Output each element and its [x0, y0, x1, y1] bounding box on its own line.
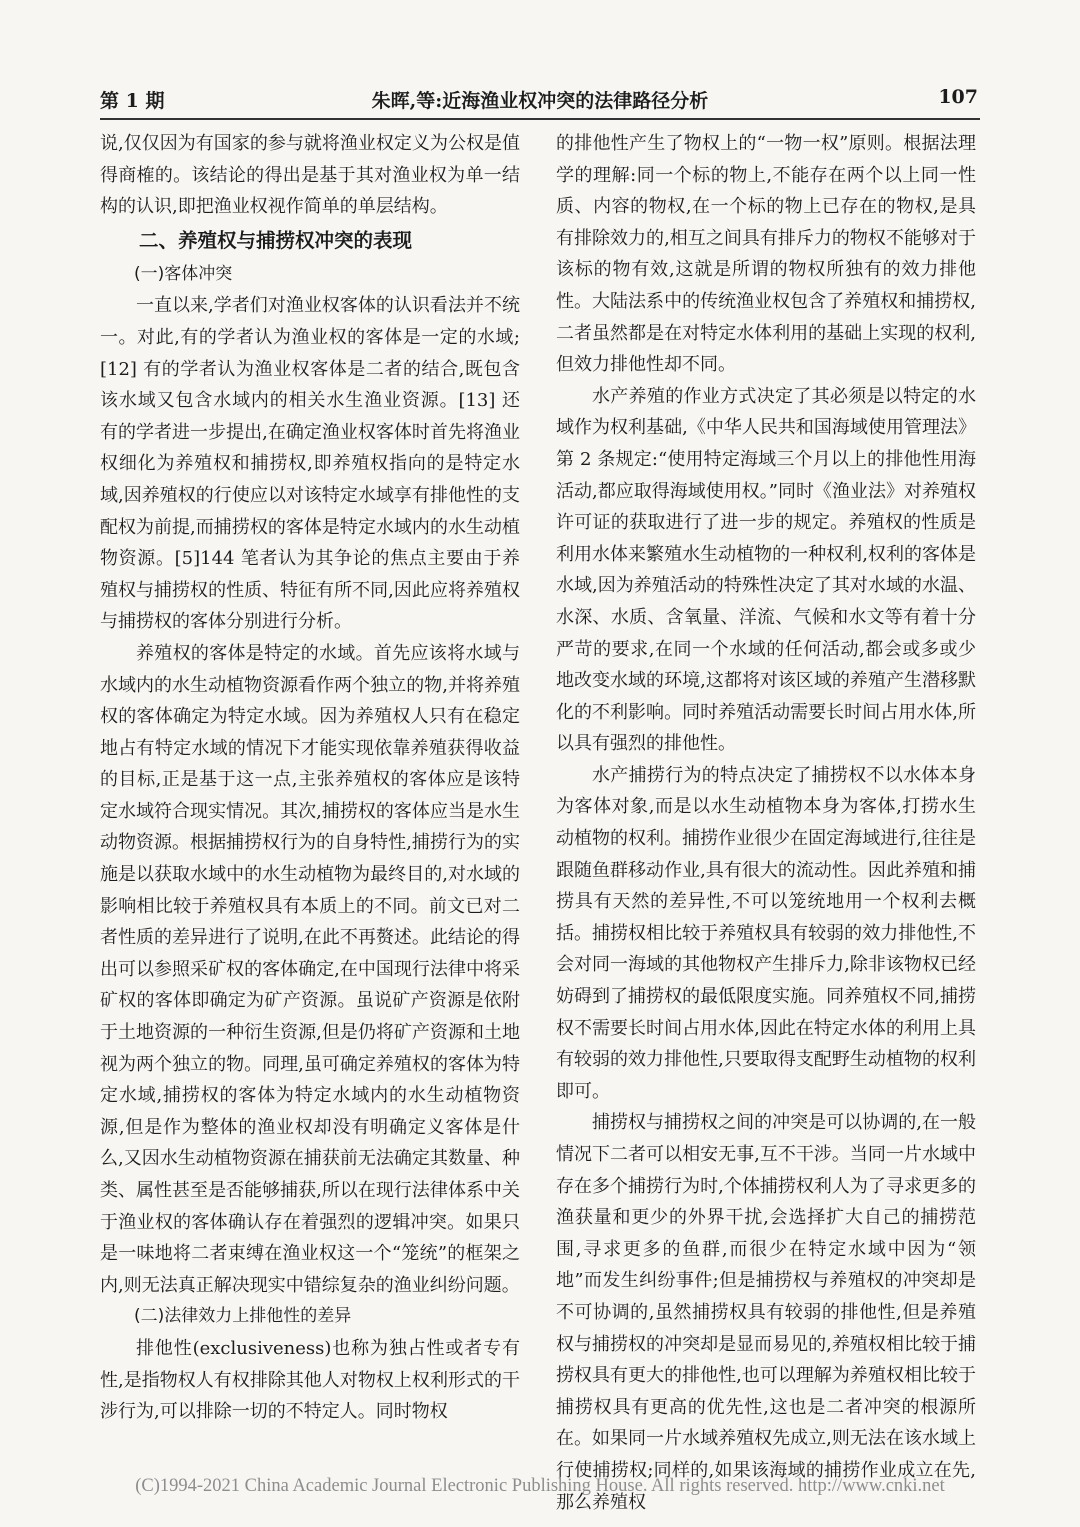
subsection-heading-exclusivity: (二)法律效力上排他性的差异 [134, 1306, 352, 1327]
left-column [100, 128, 520, 1428]
header-divider [100, 118, 980, 120]
paragraph: 排他性(exclusiveness)也称为独占性或者专有性,是指物权人有权排除其他人对物权上权利形式的干涉行为,可以排除一切的不特定人。同时物权 [100, 1337, 520, 1423]
paragraph-continued: 说,仅仅因为有国家的参与就将渔业权定义为公权是值得商榷的。该结论的得出是基于其对渔业权为单一结构的认识,即把渔业权视作简单的单层结构。 [100, 133, 520, 218]
issue-label: 第 1 期 [100, 90, 165, 112]
paragraph: 一直以来,学者们对渔业权客体的认识看法并不统一。对此,有的学者认为渔业权的客体是一定的水域;[12] 有的学者认为渔业权客体是二者的结合,既包含该水域又包含水域内的相关水生渔业资源。[13] 还有的学者进一步提出,在确定渔业权客体时首先将渔业权细化为养殖权和捕捞权,即养殖权指向的是特定水域,因养殖权的行使应以对该特定水域享有排他性的支配权为前提,而捕捞权的客体是特定水域内的水生动植物资源。[5]144 笔者认为其争论的焦点主要由于养殖权与捕捞权的性质、特征有所不同,因此应将养殖权与捕捞权的客体分别进行分析。 [100, 295, 520, 633]
paragraph-continued: 的排他性产生了物权上的“一物一权”原则。根据法理学的理解:同一个标的物上,不能存在两个以上同一性质、内容的物权,在一个标的物上已存在的物权,是具有排除效力的,相互之间具有排斥力的物权不能够对于该标的物有效,这就是所谓的物权所独有的效力排他性。大陆法系中的传统渔业权包含了养殖权和捕捞权,二者虽然都是在对特定水体利用的基础上实现的权利,但效力排他性却不同。 [556, 133, 976, 376]
running-title: 朱晖,等:近海渔业权冲突的法律路径分析 [371, 90, 709, 112]
running-header [100, 80, 980, 114]
right-column [556, 128, 976, 1518]
paragraph: 水产养殖的作业方式决定了其必须是以特定的水域作为权利基础,《中华人民共和国海域使用管理法》第 2 条规定:“使用特定海域三个月以上的排他性用海活动,都应取得海域使用权。”同时《渔业法》对养殖权许可证的获取进行了进一步的规定。养殖权的性质是利用水体来繁殖水生动植物的一种权利,权利的客体是水域,因为养殖活动的特殊性决定了其对水域的水温、水深、水质、含氧量、洋流、气候和水文等有着十分严苛的要求,在同一个水域的任何活动,都会或多或少地改变水域的环境,这都将对该区域的养殖产生潜移默化的不利影响。同时养殖活动需要长时间占用水体,所以具有强烈的排他性。 [556, 385, 976, 755]
section-heading: 二、养殖权与捕捞权冲突的表现 [139, 228, 413, 252]
paragraph: 捕捞权与捕捞权之间的冲突是可以协调的,在一般情况下二者可以相安无事,互不干涉。当同一片水域中存在多个捕捞行为时,个体捕捞权利人为了寻求更多的渔获量和更少的外界干扰,会选择扩大自己的捕捞范围,寻求更多的鱼群,而很少在特定水域中因为“领地”而发生纠纷事件;但是捕捞权与养殖权的冲突却是不可协调的,虽然捕捞权具有较弱的排他性,但是养殖权与捕捞权的冲突却是显而易见的,养殖权相比较于捕捞权具有更大的排他性,也可以理解为养殖权相比较于捕捞权具有更高的优先性,这也是二者冲突的根源所在。如果同一片水域养殖权先成立,则无法在该水域上行使捕捞权;同样的,如果该海域的捕捞作业成立在先,那么养殖权 [556, 1112, 976, 1513]
page-number: 107 [938, 86, 978, 108]
paragraph: 水产捕捞行为的特点决定了捕捞权不以水体本身为客体对象,而是以水生动植物本身为客体,打捞水生动植物的权利。捕捞作业很少在固定海域进行,往往是跟随鱼群移动作业,具有很大的流动性。因此养殖和捕捞具有天然的差异性,不可以笼统地用一个权利去概括。捕捞权相比较于养殖权具有较弱的效力排他性,不会对同一海域的其他物权产生排斥力,除非该物权已经妨碍到了捕捞权的最低限度实施。同养殖权不同,捕捞权不需要长时间占用水体,因此在特定水体的利用上具有较弱的效力排他性,只要取得支配野生动植物的权利即可。 [556, 764, 976, 1102]
subsection-heading-object-conflict: (一)客体冲突 [134, 263, 233, 284]
paragraph: 养殖权的客体是特定的水域。首先应该将水域与水域内的水生动植物资源看作两个独立的物,并将养殖权的客体确定为特定水域。因为养殖权人只有在稳定地占有特定水域的情况下才能实现依靠养殖获得收益的目标,正是基于这一点,主张养殖权的客体应是该特定水域符合现实情况。其次,捕捞权的客体应当是水生动物资源。根据捕捞权行为的自身特性,捕捞行为的实施是以获取水域中的水生动植物为最终目的,对水域的影响相比较于养殖权具有本质上的不同。前文已对二者性质的差异进行了说明,在此不再赘述。此结论的得出可以参照采矿权的客体确定,在中国现行法律中将采矿权的客体即确定为矿产资源。虽说矿产资源是依附于土地资源的一种衍生资源,但是仍将矿产资源和土地视为两个独立的物。同理,虽可确定养殖权的客体为特定水域,捕捞权的客体为特定水域内的水生动植物资源,但是作为整体的渔业权却没有明确定义客体是什么,又因水生动植物资源在捕获前无法确定其数量、种类、属性甚至是否能够捕获,所以在现行法律体系中关于渔业权的客体确认存在着强烈的逻辑冲突。如果只是一味地将二者束缚在渔业权这一个“笼统”的框架之内,则无法真正解决现实中错综复杂的渔业纠纷问题。 [100, 642, 520, 1296]
copyright-footer: (C)1994-2021 China Academic Journal Electronic Publishing House. All rights reserved. http://www.cnki.net [135, 1476, 945, 1496]
